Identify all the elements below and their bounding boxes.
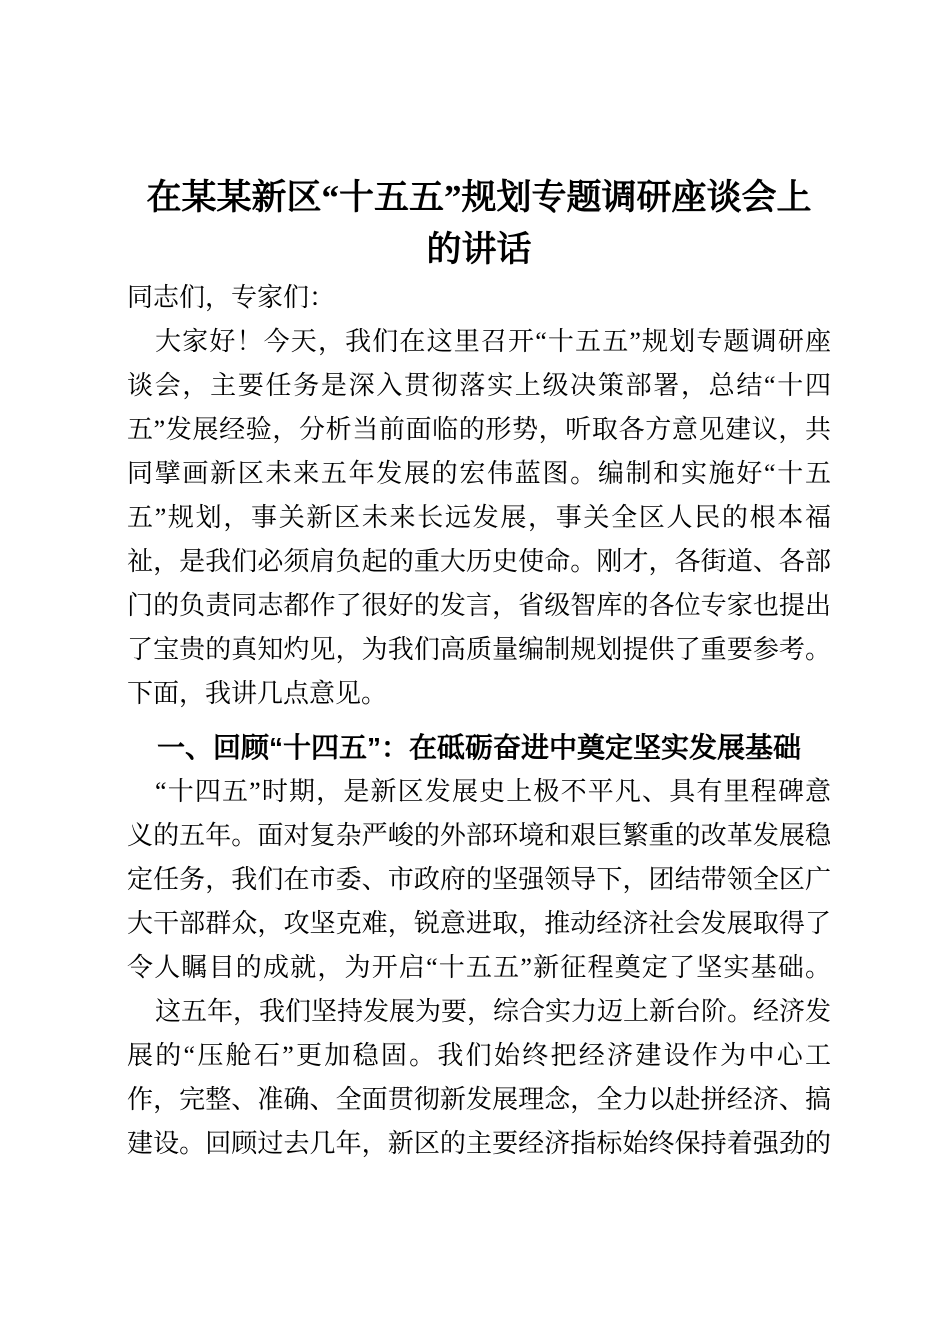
- title-line-1: 在某某新区“十五五”规划专题调研座谈会上: [146, 178, 812, 217]
- salutation: 同志们，专家们：: [127, 283, 336, 312]
- body-line: 这五年，我们坚持发展为要，综合实力迈上新台阶。经济发: [155, 997, 832, 1026]
- paragraph-1: [127, 320, 831, 716]
- body-line: “十四五”时期，是新区发展史上极不平凡、具有里程碑意: [155, 777, 831, 806]
- body-line: 义的五年。面对复杂严峻的外部环境和艰巨繁重的改革发展稳: [127, 821, 831, 850]
- body-line: 大家好！今天，我们在这里召开“十五五”规划专题调研座: [155, 327, 831, 356]
- paragraph-2: [127, 770, 831, 990]
- body-line: 五”规划，事关新区未来长远发展，事关全区人民的根本福: [127, 503, 831, 532]
- body-line: 门的负责同志都作了很好的发言，省级智库的各位专家也提出: [127, 591, 831, 620]
- body-line: 了宝贵的真知灼见，为我们高质量编制规划提供了重要参考。: [127, 635, 831, 664]
- document-content: [127, 172, 831, 1166]
- body-line: 作，完整、准确、全面贯彻新发展理念，全力以赴拼经济、搞: [127, 1085, 831, 1114]
- body-line: 下面，我讲几点意见。: [127, 679, 388, 708]
- title-line-2: 的讲话: [426, 230, 532, 269]
- section-1-heading: 一、回顾“十四五”：在砥砺奋进中奠定坚实发展基础: [156, 732, 801, 763]
- document-title: [127, 172, 831, 276]
- body-line: 令人瞩目的成就，为开启“十五五”新征程奠定了坚实基础。: [127, 953, 831, 982]
- body-line: 展的“压舱石”更加稳固。我们始终把经济建设作为中心工: [127, 1041, 831, 1070]
- body-line: 祉，是我们必须肩负起的重大历史使命。刚才，各街道、各部: [127, 547, 831, 576]
- body-line: 大干部群众，攻坚克难，锐意进取，推动经济社会发展取得了: [127, 909, 831, 938]
- body-line: 定任务，我们在市委、市政府的坚强领导下，团结带领全区广: [127, 865, 831, 894]
- body-line: 同擘画新区未来五年发展的宏伟蓝图。编制和实施好“十五: [127, 459, 831, 488]
- body-line: 建设。回顾过去几年，新区的主要经济指标始终保持着强劲的: [127, 1129, 831, 1158]
- body-line: 五”发展经验，分析当前面临的形势，听取各方意见建议，共: [127, 415, 831, 444]
- paragraph-3: [127, 990, 831, 1166]
- body-line: 谈会，主要任务是深入贯彻落实上级决策部署，总结“十四: [127, 371, 831, 400]
